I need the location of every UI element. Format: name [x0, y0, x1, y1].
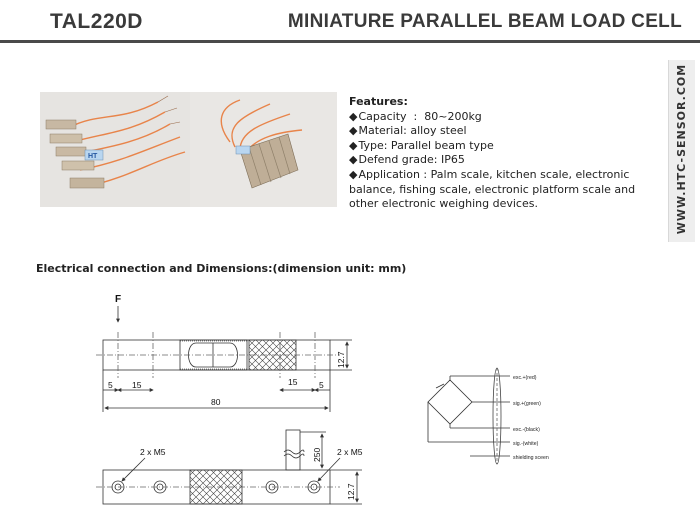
thread-label-left: 2 x M5: [140, 447, 166, 457]
diamond-bullet-icon: ◆: [349, 124, 358, 138]
dimension-height-bottom: 12.7: [346, 483, 356, 500]
diamond-bullet-icon: ◆: [349, 109, 358, 123]
photo-label-left: HT: [88, 153, 98, 160]
model-number: TAL220D: [50, 10, 143, 33]
feature-capacity: Capacity : 80~200kg: [358, 109, 482, 123]
wiring-labels: [513, 375, 549, 461]
document-title: MINIATURE PARALLEL BEAM LOAD CELL: [287, 11, 682, 32]
dimension-length: 80: [211, 397, 221, 407]
wiring-diagram: [428, 368, 510, 464]
force-label: F: [115, 294, 122, 305]
diamond-bullet-icon: ◆: [349, 167, 358, 181]
dimension-15-left: 15: [132, 380, 142, 390]
feature-material: Material: alloy steel: [358, 124, 467, 138]
features-title: Features:: [349, 95, 408, 108]
wire-label-sig-plus: sig.+(green): [513, 401, 541, 407]
dimension-15-right: 15: [288, 377, 298, 387]
feature-type: Type: Parallel beam type: [358, 138, 494, 152]
wire-label-shield: shielding sceen: [513, 455, 549, 461]
wire-label-exc-minus: exc.-(black): [513, 427, 540, 433]
feature-defend-grade: Defend grade: IP65: [358, 153, 465, 167]
wire-label-sig-minus: sig.-(white): [513, 441, 539, 447]
dimension-5-left: 5: [108, 380, 113, 390]
diamond-bullet-icon: ◆: [349, 138, 358, 152]
feature-application: Application : Palm scale, kitchen scale, electronic balance, fishing scale, electronic platform scale and other electronic weighing devices.: [349, 167, 636, 211]
dimension-height-top: 12.7: [336, 351, 346, 368]
wire-label-exc-plus: exc.+(red): [513, 375, 537, 381]
beam-bottom-view: [96, 430, 340, 504]
website-url[interactable]: WWW.HTC-SENSOR.COM: [675, 63, 688, 235]
dimension-5-right: 5: [319, 380, 324, 390]
section-heading: Electrical connection and Dimensions:(dimension unit: mm): [36, 262, 407, 275]
thread-label-right: 2 x M5: [337, 447, 363, 457]
diamond-bullet-icon: ◆: [349, 153, 358, 167]
beam-side-view: [96, 332, 340, 378]
dimension-cable-length: 250: [312, 447, 322, 462]
